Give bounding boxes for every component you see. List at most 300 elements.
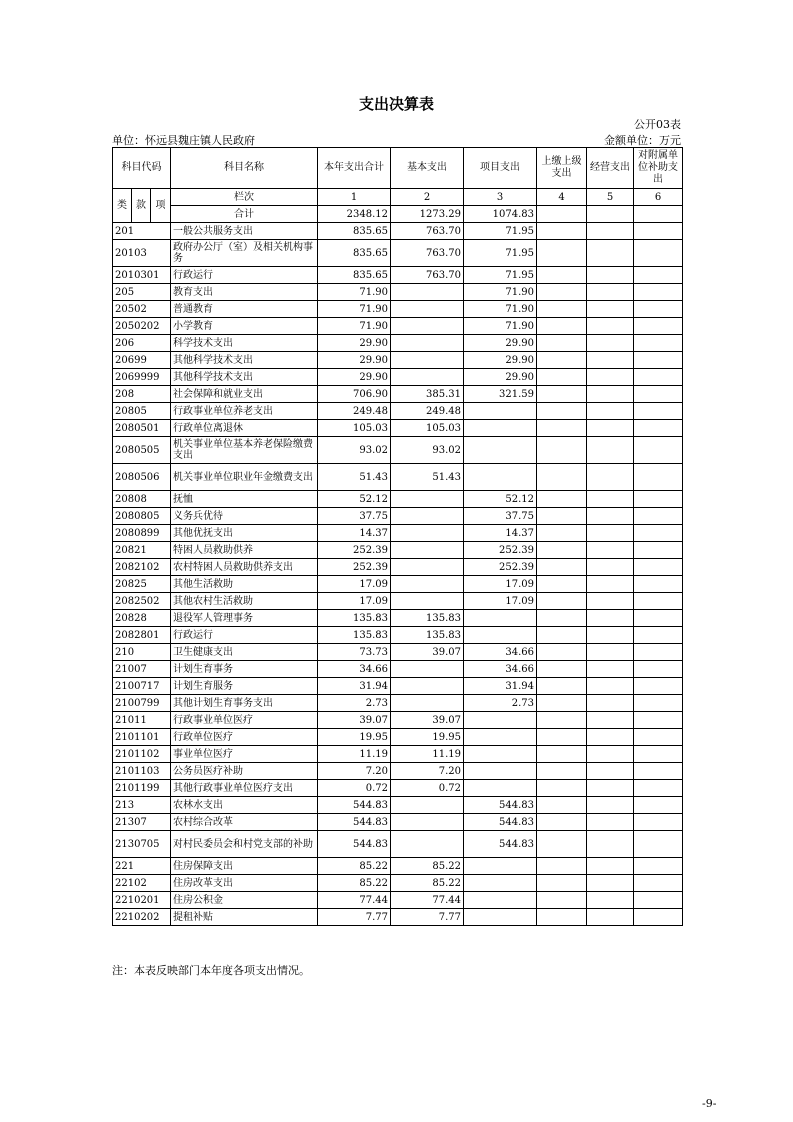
row-basic: 11.19 (391, 746, 464, 763)
row-code: 2082102 (113, 559, 171, 576)
row-total: 17.09 (318, 593, 391, 610)
table-row (113, 797, 683, 814)
row-project (464, 729, 537, 746)
row-code: 210 (113, 644, 171, 661)
row-code: 2080505 (113, 437, 171, 464)
header-lanci: 栏次 (171, 189, 318, 206)
row-upper (537, 335, 587, 352)
row-subsidiary (634, 678, 683, 695)
row-project: 29.90 (464, 369, 537, 386)
row-total: 544.83 (318, 814, 391, 831)
row-code: 2101199 (113, 780, 171, 797)
row-upper (537, 831, 587, 858)
row-name: 其他科学技术支出 (171, 369, 318, 386)
row-subsidiary (634, 420, 683, 437)
row-name: 普通教育 (171, 301, 318, 318)
col-index-6: 6 (634, 189, 683, 206)
row-code: 2080501 (113, 420, 171, 437)
row-name: 科学技术支出 (171, 335, 318, 352)
row-total: 85.22 (318, 858, 391, 875)
row-business (587, 491, 634, 508)
row-business (587, 352, 634, 369)
row-name: 住房保障支出 (171, 858, 318, 875)
row-basic: 249.48 (391, 403, 464, 420)
row-code: 21007 (113, 661, 171, 678)
row-project: 71.90 (464, 284, 537, 301)
row-basic: 763.70 (391, 240, 464, 267)
row-name: 其他计划生育事务支出 (171, 695, 318, 712)
row-upper (537, 352, 587, 369)
row-project: 321.59 (464, 386, 537, 403)
row-upper (537, 909, 587, 926)
row-project (464, 420, 537, 437)
row-name: 特困人员救助供养 (171, 542, 318, 559)
table-row (113, 403, 683, 420)
row-name: 机关事业单位基本养老保险缴费支出 (171, 437, 318, 464)
row-project: 2.73 (464, 695, 537, 712)
row-upper (537, 576, 587, 593)
row-subsidiary (634, 403, 683, 420)
table-row (113, 352, 683, 369)
row-total: 51.43 (318, 464, 391, 491)
row-business (587, 525, 634, 542)
row-basic (391, 525, 464, 542)
row-name: 机关事业单位职业年金缴费支出 (171, 464, 318, 491)
header-subsidiary: 对附属单位补助支出 (634, 148, 683, 189)
row-basic: 39.07 (391, 712, 464, 729)
row-basic: 85.22 (391, 875, 464, 892)
col-index-5: 5 (587, 189, 634, 206)
table-row (113, 223, 683, 240)
row-project: 252.39 (464, 542, 537, 559)
table-row (113, 814, 683, 831)
row-business (587, 627, 634, 644)
row-name: 行政单位离退休 (171, 420, 318, 437)
row-basic (391, 301, 464, 318)
row-code: 2101101 (113, 729, 171, 746)
row-upper (537, 763, 587, 780)
row-total: 249.48 (318, 403, 391, 420)
row-business (587, 508, 634, 525)
row-name: 农林水支出 (171, 797, 318, 814)
row-total: 71.90 (318, 284, 391, 301)
row-code: 2082801 (113, 627, 171, 644)
table-row (113, 831, 683, 858)
row-basic: 385.31 (391, 386, 464, 403)
row-business (587, 437, 634, 464)
row-total: 544.83 (318, 831, 391, 858)
row-code: 20821 (113, 542, 171, 559)
row-name: 教育支出 (171, 284, 318, 301)
header-upper: 上缴上级支出 (537, 148, 587, 189)
row-code: 2101103 (113, 763, 171, 780)
row-upper (537, 644, 587, 661)
row-total: 34.66 (318, 661, 391, 678)
row-project: 14.37 (464, 525, 537, 542)
row-name: 计划生育服务 (171, 678, 318, 695)
row-basic: 93.02 (391, 437, 464, 464)
row-business (587, 369, 634, 386)
row-project: 52.12 (464, 491, 537, 508)
row-upper (537, 712, 587, 729)
row-business (587, 240, 634, 267)
table-row (113, 240, 683, 267)
row-project (464, 780, 537, 797)
row-name: 社会保障和就业支出 (171, 386, 318, 403)
row-subsidiary (634, 437, 683, 464)
row-code: 213 (113, 797, 171, 814)
row-upper (537, 267, 587, 284)
header-code: 科目代码 (113, 148, 171, 189)
total-row (113, 206, 683, 223)
row-business (587, 797, 634, 814)
row-basic (391, 678, 464, 695)
row-subsidiary (634, 644, 683, 661)
row-total: 7.20 (318, 763, 391, 780)
row-subsidiary (634, 661, 683, 678)
header-name: 科目名称 (171, 148, 318, 189)
row-basic: 0.72 (391, 780, 464, 797)
header-row (113, 148, 683, 189)
col-index-1: 1 (318, 189, 391, 206)
row-total: 11.19 (318, 746, 391, 763)
row-project: 31.94 (464, 678, 537, 695)
row-subsidiary (634, 223, 683, 240)
row-project: 34.66 (464, 661, 537, 678)
row-total: 2.73 (318, 695, 391, 712)
row-name: 抚恤 (171, 491, 318, 508)
row-code: 22102 (113, 875, 171, 892)
row-total: 71.90 (318, 301, 391, 318)
row-subsidiary (634, 525, 683, 542)
row-business (587, 542, 634, 559)
row-basic (391, 831, 464, 858)
row-project (464, 610, 537, 627)
row-total: 135.83 (318, 627, 391, 644)
row-code: 201 (113, 223, 171, 240)
row-total: 29.90 (318, 352, 391, 369)
form-code: 公开03表 (634, 118, 681, 131)
row-code: 2101102 (113, 746, 171, 763)
unit-label: 单位：怀远县魏庄镇人民政府 (112, 134, 255, 147)
table-row (113, 678, 683, 695)
row-basic: 105.03 (391, 420, 464, 437)
row-project: 71.95 (464, 267, 537, 284)
row-project: 252.39 (464, 559, 537, 576)
row-upper (537, 369, 587, 386)
row-project: 29.90 (464, 335, 537, 352)
row-business (587, 420, 634, 437)
row-business (587, 661, 634, 678)
row-name: 其他行政事业单位医疗支出 (171, 780, 318, 797)
row-name: 农村特困人员救助供养支出 (171, 559, 318, 576)
table-row (113, 559, 683, 576)
row-business (587, 763, 634, 780)
row-code: 21307 (113, 814, 171, 831)
table-row (113, 695, 683, 712)
row-subsidiary (634, 318, 683, 335)
page-title: 支出决算表 (358, 95, 434, 113)
row-business (587, 858, 634, 875)
table-row (113, 746, 683, 763)
row-subsidiary (634, 627, 683, 644)
row-upper (537, 301, 587, 318)
row-basic: 19.95 (391, 729, 464, 746)
row-total: 0.72 (318, 780, 391, 797)
row-basic: 7.77 (391, 909, 464, 926)
row-name: 其他优抚支出 (171, 525, 318, 542)
row-basic (391, 369, 464, 386)
row-name: 行政事业单位医疗 (171, 712, 318, 729)
row-upper (537, 610, 587, 627)
row-code: 2080899 (113, 525, 171, 542)
table-row (113, 610, 683, 627)
row-name: 其他科学技术支出 (171, 352, 318, 369)
row-basic (391, 593, 464, 610)
row-subsidiary (634, 797, 683, 814)
row-project: 71.90 (464, 318, 537, 335)
row-upper (537, 437, 587, 464)
row-code: 2210202 (113, 909, 171, 926)
row-code: 2100717 (113, 678, 171, 695)
row-name: 退役军人管理事务 (171, 610, 318, 627)
row-business (587, 464, 634, 491)
header-total: 本年支出合计 (318, 148, 391, 189)
row-name: 公务员医疗补助 (171, 763, 318, 780)
row-project: 544.83 (464, 814, 537, 831)
header-project: 项目支出 (464, 148, 537, 189)
row-upper (537, 814, 587, 831)
row-code: 221 (113, 858, 171, 875)
table-row (113, 729, 683, 746)
row-upper (537, 892, 587, 909)
row-subsidiary (634, 814, 683, 831)
row-business (587, 712, 634, 729)
table-row (113, 491, 683, 508)
table-row (113, 420, 683, 437)
row-basic (391, 284, 464, 301)
table-row (113, 661, 683, 678)
table-row (113, 369, 683, 386)
table-row (113, 875, 683, 892)
row-basic (391, 318, 464, 335)
row-name: 其他生活救助 (171, 576, 318, 593)
row-total: 835.65 (318, 267, 391, 284)
row-code: 2080506 (113, 464, 171, 491)
row-project: 37.75 (464, 508, 537, 525)
row-code: 2069999 (113, 369, 171, 386)
row-business (587, 644, 634, 661)
row-business (587, 746, 634, 763)
row-business (587, 223, 634, 240)
row-total: 835.65 (318, 240, 391, 267)
row-business (587, 318, 634, 335)
row-project: 71.95 (464, 240, 537, 267)
row-project (464, 892, 537, 909)
row-upper (537, 508, 587, 525)
row-name: 一般公共服务支出 (171, 223, 318, 240)
table-row (113, 267, 683, 284)
row-code: 2010301 (113, 267, 171, 284)
row-business (587, 284, 634, 301)
row-basic (391, 335, 464, 352)
row-upper (537, 240, 587, 267)
row-business (587, 892, 634, 909)
row-upper (537, 403, 587, 420)
row-subsidiary (634, 267, 683, 284)
row-total: 29.90 (318, 335, 391, 352)
row-total: 835.65 (318, 223, 391, 240)
row-code: 2050202 (113, 318, 171, 335)
row-name: 其他农村生活救助 (171, 593, 318, 610)
row-total: 706.90 (318, 386, 391, 403)
row-business (587, 576, 634, 593)
row-total: 31.94 (318, 678, 391, 695)
row-name: 行政单位医疗 (171, 729, 318, 746)
row-upper (537, 284, 587, 301)
row-project (464, 875, 537, 892)
row-name: 政府办公厅（室）及相关机构事务 (171, 240, 318, 267)
row-business (587, 909, 634, 926)
header-basic: 基本支出 (391, 148, 464, 189)
row-code: 21011 (113, 712, 171, 729)
row-upper (537, 525, 587, 542)
table-row (113, 780, 683, 797)
row-business (587, 678, 634, 695)
row-business (587, 780, 634, 797)
table-row (113, 335, 683, 352)
row-subsidiary (634, 369, 683, 386)
row-basic: 135.83 (391, 627, 464, 644)
row-business (587, 559, 634, 576)
row-total: 39.07 (318, 712, 391, 729)
row-code: 2100799 (113, 695, 171, 712)
table-row (113, 386, 683, 403)
row-basic: 85.22 (391, 858, 464, 875)
row-name: 农村综合改革 (171, 814, 318, 831)
row-project: 17.09 (464, 576, 537, 593)
row-basic (391, 695, 464, 712)
row-basic: 77.44 (391, 892, 464, 909)
total-subsidiary (634, 206, 683, 223)
row-basic (391, 797, 464, 814)
row-business (587, 593, 634, 610)
row-subsidiary (634, 780, 683, 797)
row-code: 208 (113, 386, 171, 403)
row-subsidiary (634, 892, 683, 909)
row-basic: 763.70 (391, 267, 464, 284)
row-subsidiary (634, 508, 683, 525)
row-subsidiary (634, 763, 683, 780)
row-code: 2082502 (113, 593, 171, 610)
row-name: 事业单位医疗 (171, 746, 318, 763)
row-upper (537, 318, 587, 335)
row-project (464, 909, 537, 926)
row-subsidiary (634, 491, 683, 508)
row-total: 17.09 (318, 576, 391, 593)
row-upper (537, 464, 587, 491)
row-total: 252.39 (318, 559, 391, 576)
row-total: 85.22 (318, 875, 391, 892)
row-name: 行政运行 (171, 267, 318, 284)
row-subsidiary (634, 301, 683, 318)
row-business (587, 875, 634, 892)
row-business (587, 386, 634, 403)
row-business (587, 403, 634, 420)
total-amount: 2348.12 (318, 206, 391, 223)
row-name: 住房改革支出 (171, 875, 318, 892)
row-upper (537, 542, 587, 559)
table-row (113, 284, 683, 301)
row-total: 71.90 (318, 318, 391, 335)
row-upper (537, 661, 587, 678)
row-upper (537, 780, 587, 797)
row-business (587, 610, 634, 627)
table-row (113, 542, 683, 559)
row-total: 252.39 (318, 542, 391, 559)
row-subsidiary (634, 386, 683, 403)
row-subsidiary (634, 746, 683, 763)
header-lei: 类 (113, 189, 132, 223)
row-code: 20825 (113, 576, 171, 593)
row-project: 544.83 (464, 797, 537, 814)
row-basic (391, 352, 464, 369)
row-upper (537, 420, 587, 437)
row-name: 提租补贴 (171, 909, 318, 926)
row-upper (537, 386, 587, 403)
row-total: 19.95 (318, 729, 391, 746)
row-project (464, 763, 537, 780)
row-project: 71.95 (464, 223, 537, 240)
row-upper (537, 223, 587, 240)
row-subsidiary (634, 542, 683, 559)
row-project: 544.83 (464, 831, 537, 858)
row-project: 34.66 (464, 644, 537, 661)
row-basic: 763.70 (391, 223, 464, 240)
row-business (587, 335, 634, 352)
row-basic (391, 508, 464, 525)
table-row (113, 437, 683, 464)
row-business (587, 301, 634, 318)
column-index-row (113, 189, 683, 206)
row-subsidiary (634, 610, 683, 627)
row-total: 7.77 (318, 909, 391, 926)
row-total: 37.75 (318, 508, 391, 525)
row-name: 住房公积金 (171, 892, 318, 909)
row-business (587, 267, 634, 284)
row-business (587, 729, 634, 746)
row-subsidiary (634, 858, 683, 875)
row-basic: 39.07 (391, 644, 464, 661)
row-project: 17.09 (464, 593, 537, 610)
row-code: 2210201 (113, 892, 171, 909)
table-row (113, 525, 683, 542)
row-name: 计划生育事务 (171, 661, 318, 678)
row-project (464, 858, 537, 875)
total-project: 1074.83 (464, 206, 537, 223)
row-code: 2080805 (113, 508, 171, 525)
row-upper (537, 858, 587, 875)
row-project (464, 627, 537, 644)
row-project: 29.90 (464, 352, 537, 369)
row-name: 行政事业单位养老支出 (171, 403, 318, 420)
row-code: 206 (113, 335, 171, 352)
total-upper (537, 206, 587, 223)
row-subsidiary (634, 464, 683, 491)
row-name: 小学教育 (171, 318, 318, 335)
row-total: 544.83 (318, 797, 391, 814)
row-business (587, 695, 634, 712)
